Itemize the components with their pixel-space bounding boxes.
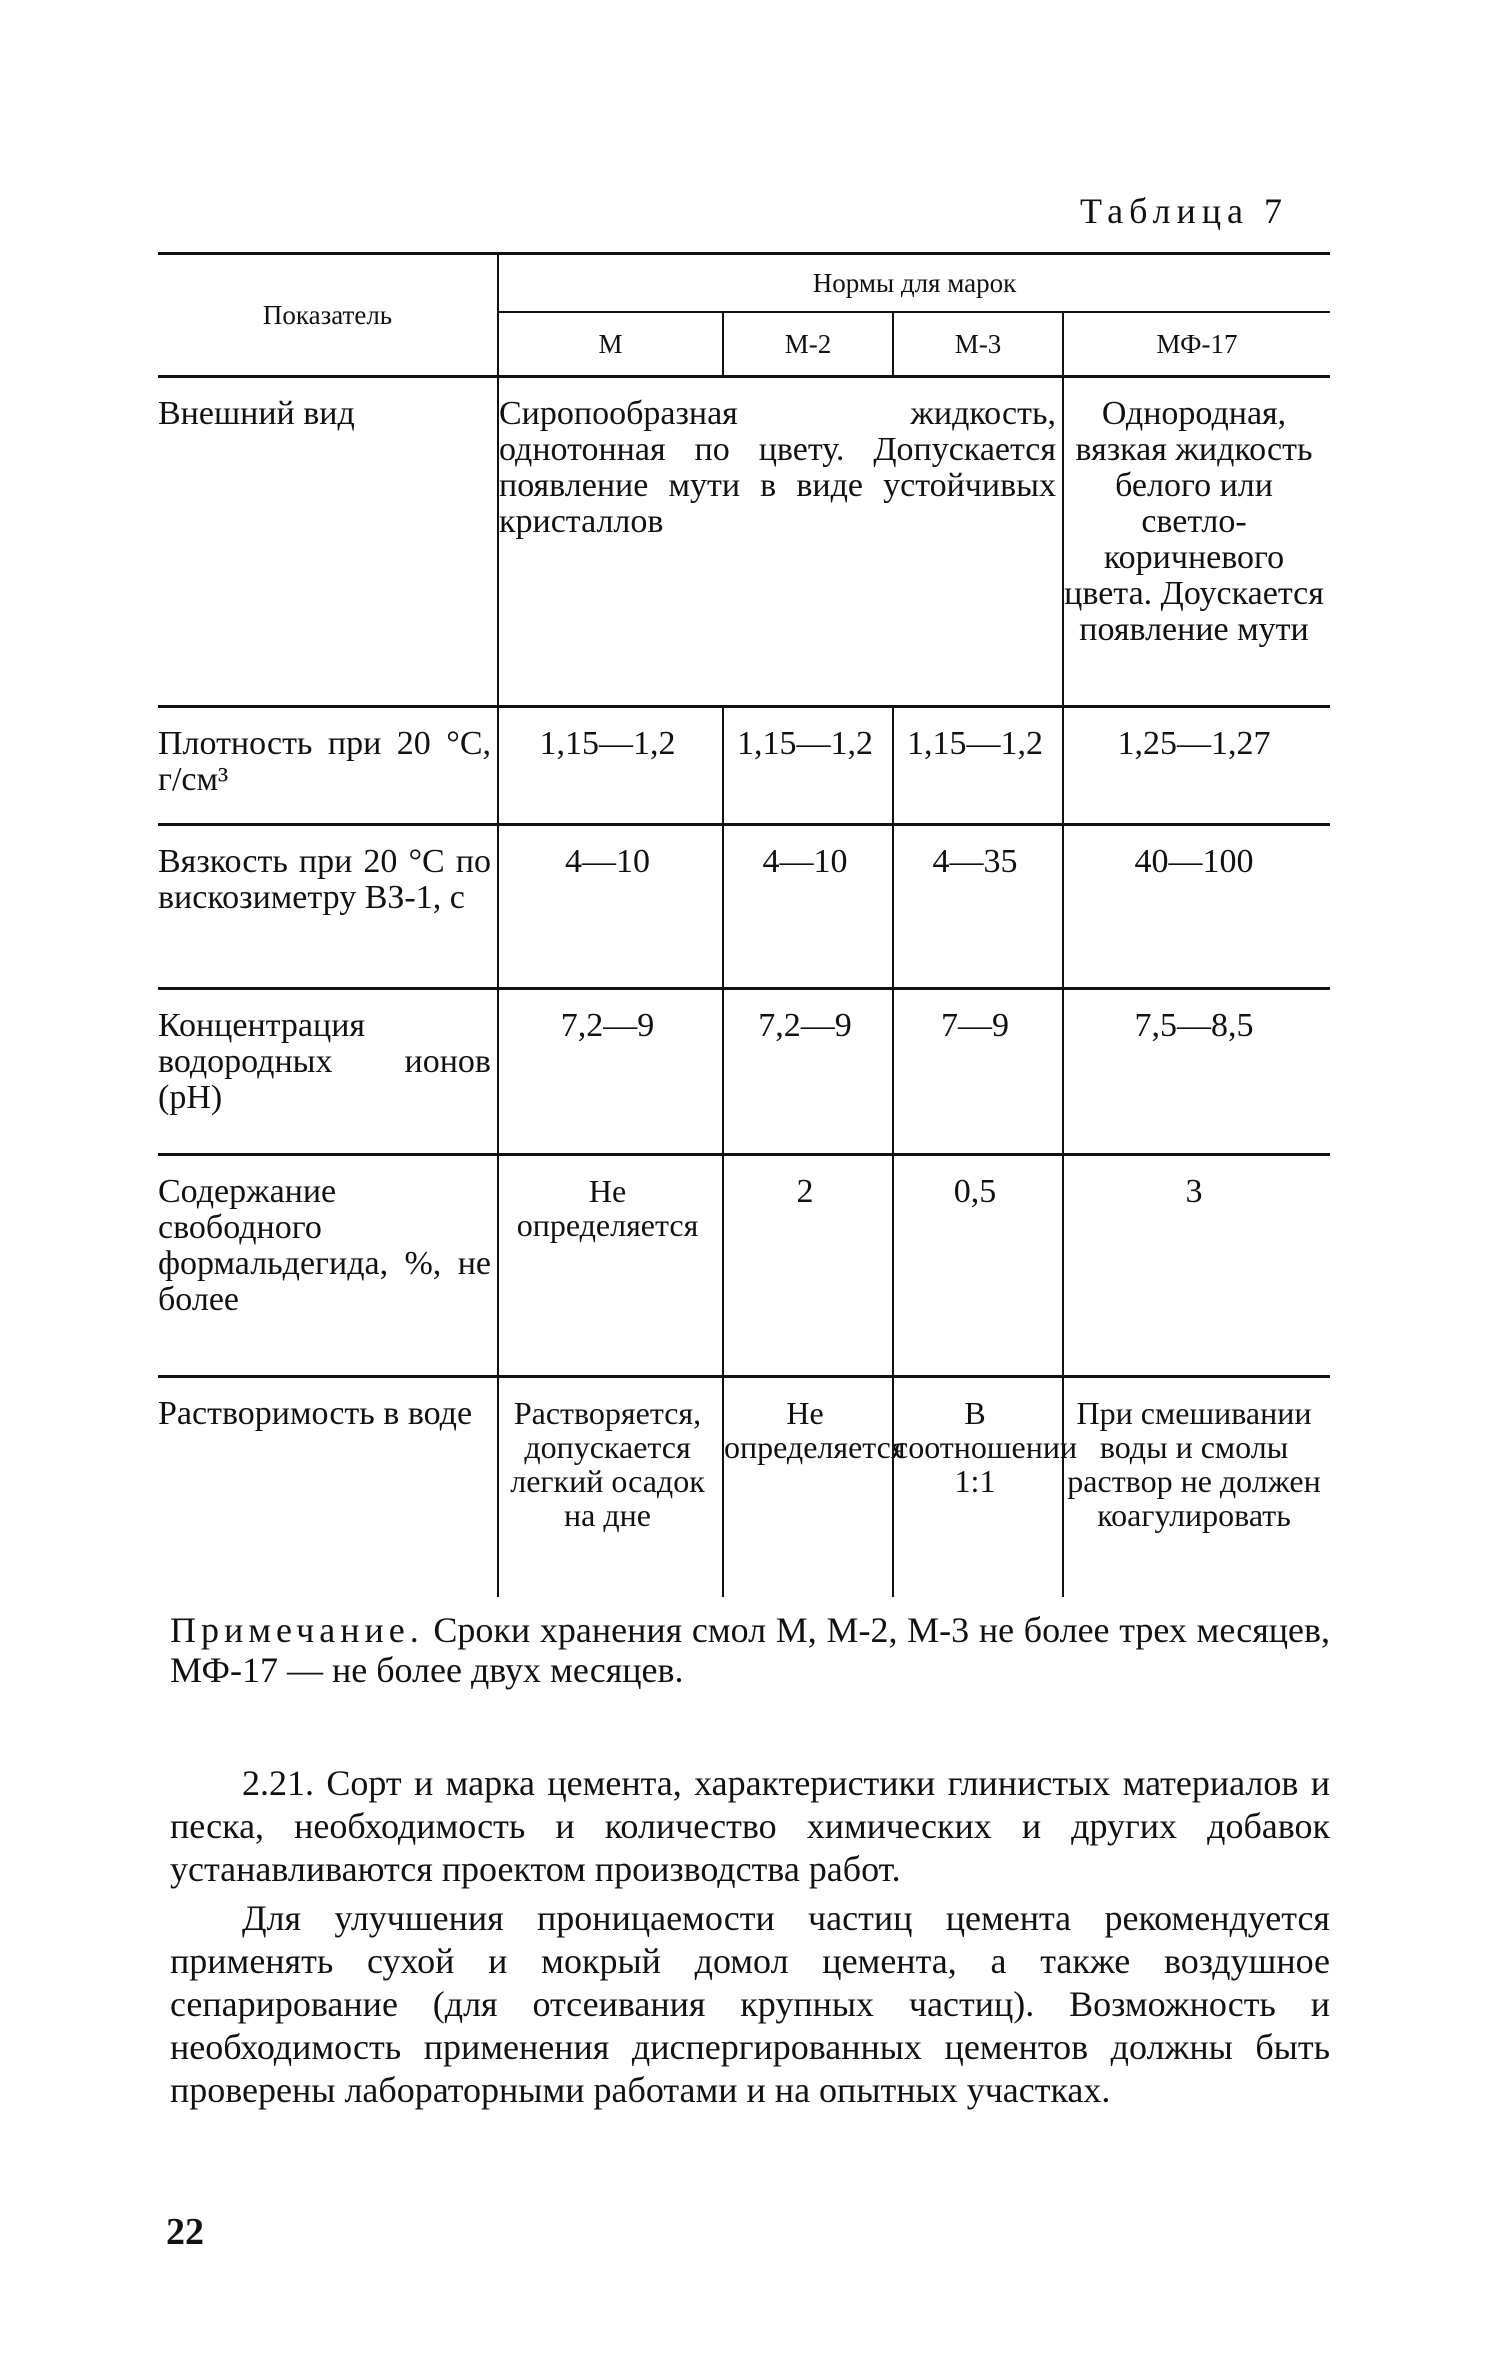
cell-solubility-m3: В соотношении 1:1: [893, 1377, 1063, 1597]
note-text: Сроки хранения смол М, М-2, М-3 не более трех месяцев, МФ-17 — не более двух месяцев.: [170, 1610, 1330, 1690]
cell-formaldehyde-m2: 2: [723, 1155, 893, 1377]
row-label-formaldehyde: Содержание свободного формальдегида, %, не более: [158, 1155, 498, 1377]
cell-ph-m2: 7,2—9: [723, 989, 893, 1155]
header-norms: Нормы для марок: [498, 254, 1330, 312]
cell-viscosity-m3: 4—35: [893, 825, 1063, 989]
header-grade-m: М: [498, 312, 723, 377]
cell-ph-m: 7,2—9: [498, 989, 723, 1155]
norms-table: [158, 252, 1330, 1597]
table-row-solubility: [158, 1377, 1330, 1597]
table-row-appearance: [158, 377, 1330, 707]
cell-viscosity-m2: 4—10: [723, 825, 893, 989]
table-row-density: [158, 707, 1330, 825]
row-label-viscosity: Вязкость при 20 °С по вискозиметру ВЗ-1, с: [158, 825, 498, 989]
row-label-solubility: Растворимость в воде: [158, 1377, 498, 1597]
cell-solubility-m2: Не определяется: [723, 1377, 893, 1597]
cell-formaldehyde-m: Не определяется: [498, 1155, 723, 1377]
header-row-top: [158, 254, 1330, 312]
table-caption: Таблица 7: [1080, 191, 1288, 231]
paragraph-2-21: 2.21. Сорт и марка цемента, характеристики глинистых материалов и песка, необходимость и количество химических и других добавок устанавливаются проектом производства работ.: [170, 1763, 1330, 1889]
table-row-ph: [158, 989, 1330, 1155]
cell-density-m: 1,15—1,2: [498, 707, 723, 825]
cell-density-m2: 1,15—1,2: [723, 707, 893, 825]
cell-ph-mf17: 7,5—8,5: [1134, 1007, 1254, 1044]
header-grade-m2: М-2: [723, 312, 893, 377]
header-grade-m3: М-3: [893, 312, 1063, 377]
cell-solubility-m: Растворяется, допускается легкий осадок на дне: [498, 1377, 723, 1597]
cell-appearance-m-group: Сиропообразная жидкость, однотонная по цвету. Допускается появление мути в виде устойчивых кристаллов: [498, 377, 1063, 707]
header-grade-mf17: МФ-17: [1063, 312, 1330, 377]
table-row-viscosity: [158, 825, 1330, 989]
cell-viscosity-m: 4—10: [498, 825, 723, 989]
cell-appearance-mf17: Однородная, вязкая жидкость белого или светло-коричневого цвета. Доускается появление мути: [1064, 395, 1324, 648]
table-note: [170, 1610, 1330, 1690]
cell-ph-m3: 7—9: [893, 989, 1063, 1155]
row-label-appearance: Внешний вид: [158, 377, 498, 707]
cell-viscosity-mf17: 40—100: [1134, 843, 1254, 880]
header-indicator: Показатель: [158, 254, 498, 377]
note-label: Примечание.: [170, 1610, 424, 1650]
paragraph-cement-grinding: Для улучшения проницаемости частиц цемента рекомендуется применять сухой и мокрый домол цемента, а также воздушное сепарирование (для отсеивания крупных частиц). Возможность и необходимость применения диспергированных цементов должны быть проверены лабораторными работами и на опытных участках.: [170, 1898, 1330, 2110]
cell-density-mf17: 1,25—1,27: [1117, 725, 1271, 762]
cell-formaldehyde-m3: 0,5: [893, 1155, 1063, 1377]
cell-formaldehyde-mf17: 3: [1185, 1173, 1203, 1210]
cell-density-m3: 1,15—1,2: [893, 707, 1063, 825]
cell-solubility-mf17: При смешивании воды и смолы раствор не должен коагулировать: [1067, 1395, 1321, 1533]
row-label-density: Плотность при 20 °С, г/см³: [158, 707, 498, 825]
page-number: 22: [166, 2211, 204, 2253]
table-row-formaldehyde: [158, 1155, 1330, 1377]
row-label-ph: Концентрация водородных ионов (pH): [158, 989, 498, 1155]
